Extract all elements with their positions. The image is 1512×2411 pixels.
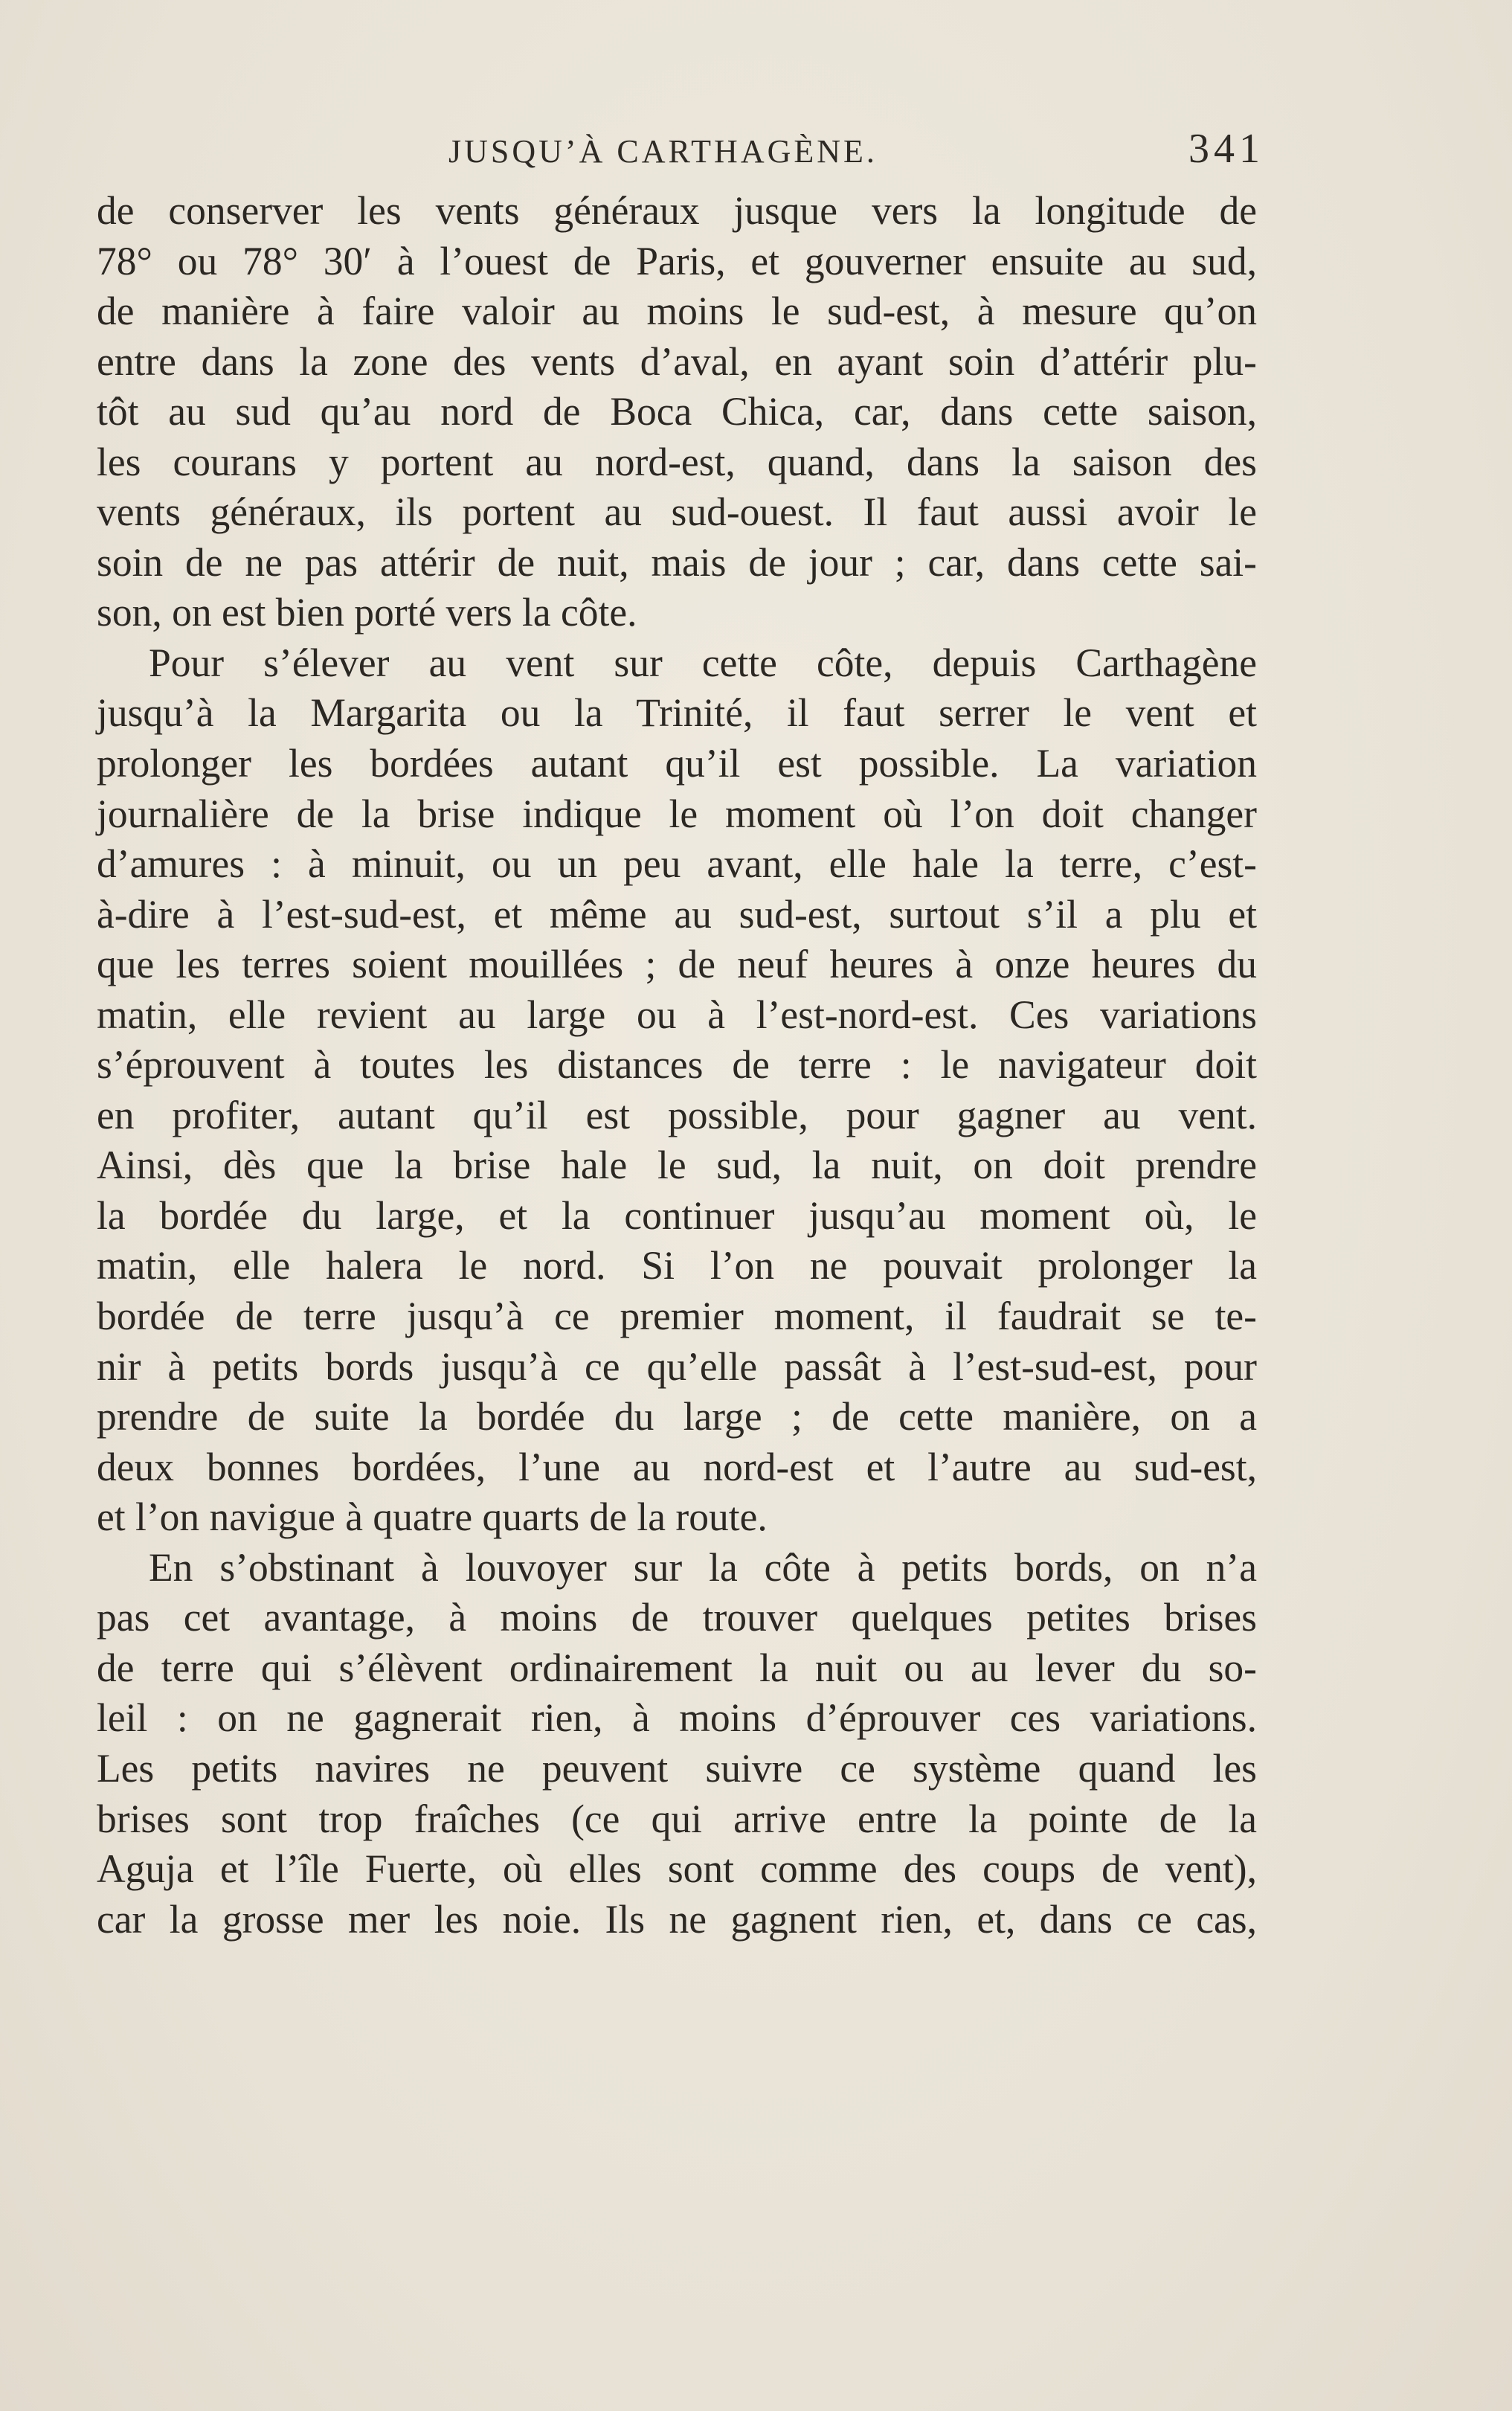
text-line: deux bonnes bordées, l’une au nord-est et l’autre au sud-est,: [97, 1444, 1257, 1489]
text-line: et l’on navigue à quatre quarts de la route.: [97, 1495, 768, 1540]
text-line: Ainsi, dès que la brise hale le sud, la nuit, on doit prendre: [97, 1143, 1257, 1188]
text-line: que les terres soient mouillées ; de neuf heures à onze heures du: [97, 942, 1257, 987]
text-line: de conserver les vents généraux jusque vers la longitude de: [97, 188, 1257, 233]
text-line: prolonger les bordées autant qu’il est possible. La variation: [97, 741, 1257, 786]
text-line: la bordée du large, et la continuer jusqu’au moment où, le: [97, 1192, 1257, 1238]
text-line: nir à petits bords jusqu’à ce qu’elle passât à l’est-sud-est, pour: [97, 1343, 1257, 1389]
text-line: En s’obstinant à louvoyer sur la côte à petits bords, on n’a: [149, 1544, 1257, 1590]
text-line: de manière à faire valoir au moins le sud-est, à mesure qu’on: [97, 289, 1257, 334]
text-line: matin, elle revient au large ou à l’est-nord-est. Ces variations: [97, 992, 1257, 1037]
text-line: brises sont trop fraîches (ce qui arrive entre la pointe de la: [97, 1796, 1257, 1841]
paragraph-3: [97, 1543, 1257, 1945]
page-header: [97, 125, 1264, 184]
text-line: son, on est bien porté vers la côte.: [97, 590, 637, 635]
text-line: car la grosse mer les noie. Ils ne gagnent rien, et, dans ce cas,: [97, 1896, 1257, 1942]
text-line: bordée de terre jusqu’à ce premier moment, il faudrait se te-: [97, 1294, 1257, 1339]
text-line: d’amures : à minuit, ou un peu avant, elle hale la terre, c’est-: [97, 841, 1257, 887]
paragraph-2: [97, 638, 1257, 1543]
text-line: jusqu’à la Margarita ou la Trinité, il faut serrer le vent et: [97, 690, 1257, 736]
text-line: les courans y portent au nord-est, quand, dans la saison des: [97, 439, 1257, 484]
body-text: [97, 186, 1257, 1945]
text-line: journalière de la brise indique le moment où l’on doit changer: [97, 791, 1257, 836]
paragraph-1: [97, 186, 1257, 638]
text-line: vents généraux, ils portent au sud-ouest. Il faut aussi avoir le: [97, 489, 1257, 535]
text-line: entre dans la zone des vents d’aval, en ayant soin d’attérir plu-: [97, 338, 1257, 384]
text-line: à-dire à l’est-sud-est, et même au sud-est, surtout s’il a plu et: [97, 891, 1257, 937]
text-line: prendre de suite la bordée du large ; de cette manière, on a: [97, 1394, 1257, 1439]
page-number: 341: [1188, 126, 1264, 172]
text-line: Les petits navires ne peuvent suivre ce système quand les: [97, 1745, 1257, 1791]
running-title: JUSQU’À CARTHAGÈNE.: [448, 133, 878, 170]
text-line: 78° ou 78° 30′ à l’ouest de Paris, et gouverner ensuite au sud,: [97, 238, 1257, 283]
text-line: en profiter, autant qu’il est possible, pour gagner au vent.: [97, 1092, 1257, 1137]
text-line: Pour s’élever au vent sur cette côte, depuis Carthagène: [149, 640, 1257, 685]
text-line: leil : on ne gagnerait rien, à moins d’éprouver ces variations.: [97, 1695, 1257, 1741]
text-line: s’éprouvent à toutes les distances de terre : le navigateur doit: [97, 1042, 1257, 1088]
text-line: soin de ne pas attérir de nuit, mais de jour ; car, dans cette sai-: [97, 539, 1257, 585]
text-line: tôt au sud qu’au nord de Boca Chica, car, dans cette saison,: [97, 389, 1257, 434]
text-line: de terre qui s’élèvent ordinairement la nuit ou au lever du so-: [97, 1645, 1257, 1690]
text-line: matin, elle halera le nord. Si l’on ne pouvait prolonger la: [97, 1243, 1257, 1288]
text-line: pas cet avantage, à moins de trouver quelques petites brises: [97, 1595, 1257, 1640]
text-line: Aguja et l’île Fuerte, où elles sont comme des coups de vent),: [97, 1846, 1257, 1892]
